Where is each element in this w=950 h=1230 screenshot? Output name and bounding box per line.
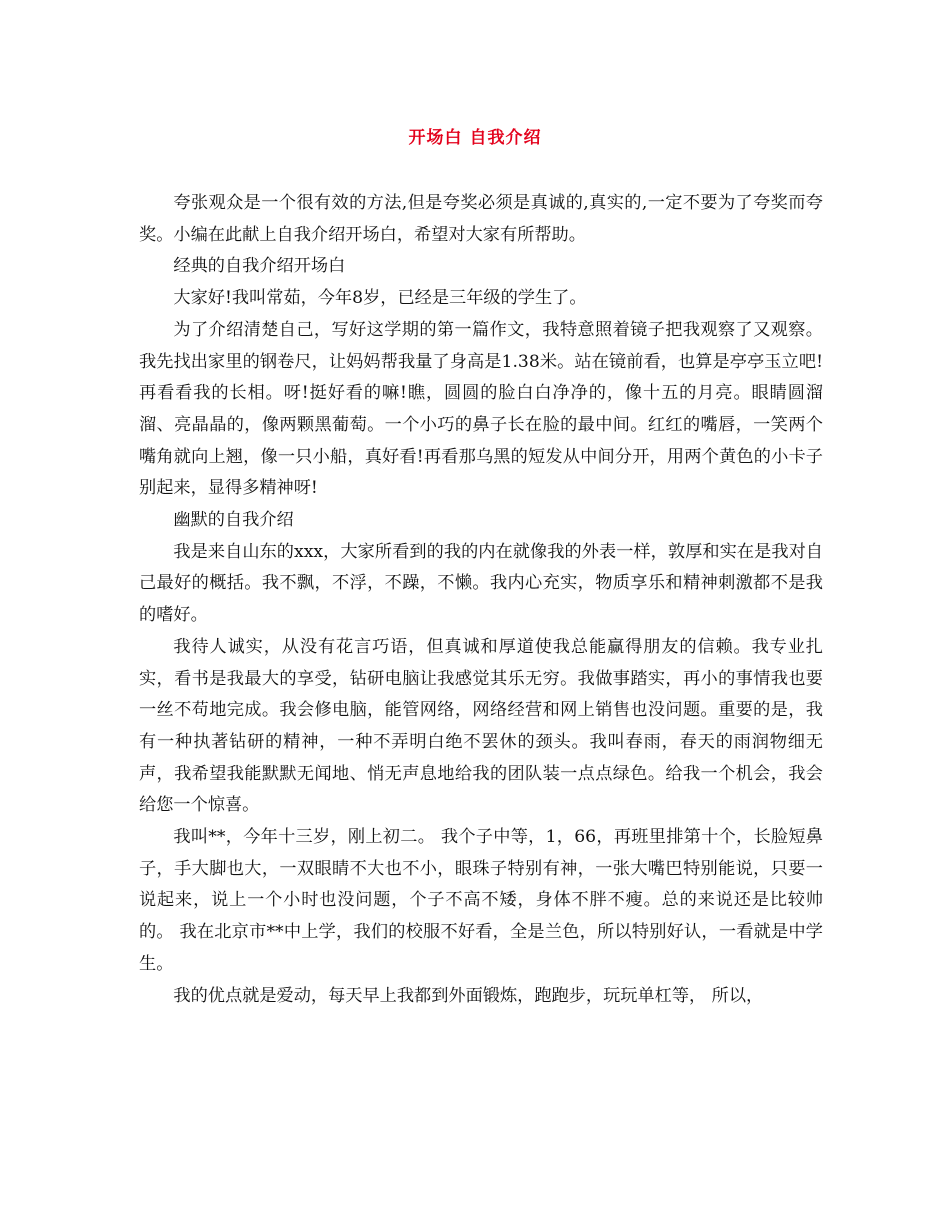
section-heading-classic: 经典的自我介绍开场白 xyxy=(173,256,346,277)
paragraph: 我是来自山东的xxx，大家所看到的我的内在就像我的外表一样，敦厚和实在是我对自己最好的概括。我不飘，不浮，不躁，不懒。我内心充实，物质享乐和精神刺激都不是我的嗜好。 xyxy=(139,541,823,626)
paragraph: 为了介绍清楚自己，写好这学期的第一篇作文，我特意照着镜子把我观察了又观察。我先找出家里的钢卷尺，让妈妈帮我量了身高是1.38米。站在镜前看，也算是亭亭玉立吧!再看看我的长相。呀!挺好看的嘛!瞧，圆圆的脸白白净净的，像十五的月亮。眼睛圆溜溜、亮晶晶的，像两颗黑葡萄。一个小巧的鼻子长在脸的最中间。红红的嘴唇，一笑两个嘴角就向上翘，像一只小船，真好看!再看那乌黑的短发从中间分开，用两个黄色的小卡子别起来，显得多精神呀! xyxy=(139,319,823,499)
paragraph: 我待人诚实，从没有花言巧语，但真诚和厚道使我总能赢得朋友的信赖。我专业扎实，看书是我最大的享受，钻研电脑让我感觉其乐无穷。我做事踏实，再小的事情我也要一丝不苟地完成。我会修电脑，能管网络，网络经营和网上销售也没问题。重要的是，我有一种执著钻研的精神，一种不弄明白绝不罢休的颈头。我叫春雨，春天的雨润物细无声，我希望我能默默无闻地、悄无声息地给我的团队装一点点绿色。给我一个机会，我会给您一个惊喜。 xyxy=(139,636,823,816)
paragraph: 我叫**，今年十三岁，刚上初二。 我个子中等，1，66，再班里排第十个，长脸短鼻子，手大脚也大，一双眼睛不大也不小，眼珠子特别有神，一张大嘴巴特别能说，只要一说起来，说上一个小时也没问题，个子不高不矮，身体不胖不瘦。总的来说还是比较帅的。 我在北京市**中上学，我们的校服不好看，全是兰色，所以特别好认，一看就是中学生。 xyxy=(139,827,823,974)
document-title: 开场白 自我介绍 xyxy=(408,128,542,148)
paragraph-intro: 夸张观众是一个很有效的方法,但是夸奖必须是真诚的,真实的,一定不要为了夸奖而夸奖。小编在此献上自我介绍开场白，希望对大家有所帮助。 xyxy=(139,193,823,245)
section-heading-humorous: 幽默的自我介绍 xyxy=(173,510,294,531)
paragraph: 大家好!我叫常茹，今年8岁，已经是三年级的学生了。 xyxy=(173,288,587,309)
document-body xyxy=(139,188,823,1012)
paragraph: 我的优点就是爱动，每天早上我都到外面锻炼，跑跑步，玩玩单杠等， 所以， xyxy=(173,985,764,1006)
